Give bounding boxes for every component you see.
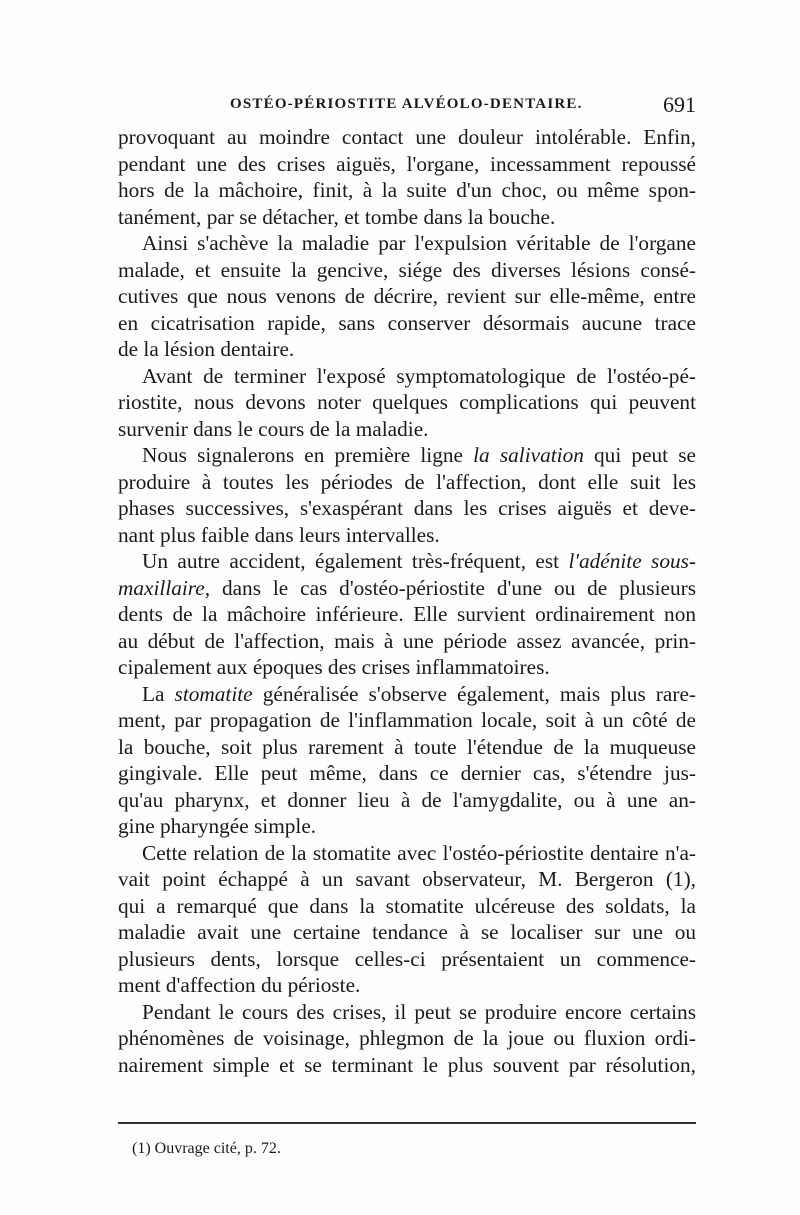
text-line: ment, par propagation de l'inflammation locale, soit à un côté de <box>118 708 696 732</box>
text-line: gine pharyngée simple. <box>118 814 317 838</box>
italic-term: maxillaire, <box>118 575 211 600</box>
text-line: produire à toutes les périodes de l'affection, dont elle suit les <box>118 469 696 494</box>
footnote-rule <box>118 1122 696 1124</box>
text-line: dents de la mâchoire inférieure. Elle survient ordinairement non <box>118 602 696 626</box>
text-line: nairement simple et se terminant le plus souvent par résolution, <box>118 1052 696 1077</box>
text-line <box>118 681 696 708</box>
text-line <box>118 548 696 575</box>
text-line: provoquant au moindre contact une douleur intolérable. Enfin, <box>118 125 696 149</box>
body-text <box>118 124 696 1078</box>
text-line: cutives que nous venons de décrire, revient sur elle-même, entre <box>118 284 696 308</box>
text-line: de la lésion dentaire. <box>118 337 295 361</box>
text-line: en cicatrisation rapide, sans conserver désormais aucune trace <box>118 310 696 335</box>
text-run: généralisée s'observe également, mais plus rare- <box>252 681 696 706</box>
text-line: plusieurs dents, lorsque celles-ci présentaient un commence- <box>118 946 696 971</box>
text-line: maladie avait une certaine tendance à se localiser sur une ou <box>118 920 696 944</box>
running-head <box>118 92 696 120</box>
page-number: 691 <box>663 92 696 117</box>
text-line: pendant une des crises aiguës, l'organe, incessamment repoussé <box>118 151 696 176</box>
text-line: hors de la mâchoire, finit, à la suite d'un choc, ou même spon- <box>118 178 696 202</box>
text-line: nant plus faible dans leurs intervalles. <box>118 522 440 547</box>
text-line: la bouche, soit plus rarement à toute l'étendue de la muqueuse <box>118 734 696 759</box>
text-run: La <box>142 681 175 706</box>
text-line: survenir dans le cours de la maladie. <box>118 416 429 441</box>
text-line: Avant de terminer l'exposé symptomatologique de l'ostéo-pé- <box>142 363 696 388</box>
text-line: phénomènes de voisinage, phlegmon de la joue ou fluxion ordi- <box>118 1026 696 1050</box>
text-line: malade, et ensuite la gencive, siége des diverses lésions consé- <box>118 257 696 282</box>
text-run: Un autre accident, également très-fréquent, est <box>142 549 569 573</box>
text-line: riostite, nous devons noter quelques complications qui peuvent <box>118 390 696 414</box>
text-line: vait point échappé à un savant observateur, M. Bergeron (1), <box>118 867 696 891</box>
text-line: cipalement aux époques des crises inflammatoires. <box>118 655 550 679</box>
text-line: tanément, par se détacher, et tombe dans la bouche. <box>118 204 556 229</box>
text-line: ment d'affection du périoste. <box>118 973 361 997</box>
text-line: Cette relation de la stomatite avec l'ostéo-périostite dentaire n'a- <box>142 840 696 865</box>
italic-term: la salivation <box>473 443 584 467</box>
text-line: Ainsi s'achève la maladie par l'expulsion véritable de l'organe <box>142 231 696 255</box>
text-run: dans le cas d'ostéo-périostite d'une ou de plusieurs <box>210 575 696 600</box>
text-line: au début de l'affection, mais à une période assez avancée, prin- <box>118 628 696 653</box>
text-line: qui a remarqué que dans la stomatite ulcéreuse des soldats, la <box>118 893 696 918</box>
text-run: qui peut se <box>583 443 696 467</box>
footnote: (1) Ouvrage cité, p. 72. <box>132 1140 281 1157</box>
text-line <box>118 575 696 602</box>
text-line: gingivale. Elle peut même, dans ce dernier cas, s'étendre jus- <box>118 761 696 785</box>
text-line <box>118 442 696 469</box>
text-run: Nous signalerons en première ligne <box>142 443 474 467</box>
italic-term: stomatite <box>174 681 253 706</box>
italic-term: l'adénite sous- <box>568 549 696 573</box>
text-line: phases successives, s'exaspérant dans les crises aiguës et deve- <box>118 496 696 520</box>
running-title: OSTÉO-PÉRIOSTITE ALVÉOLO-DENTAIRE. <box>230 96 583 112</box>
text-line: qu'au pharynx, et donner lieu à de l'amygdalite, ou à une an- <box>118 787 696 812</box>
text-line: Pendant le cours des crises, il peut se produire encore certains <box>142 999 696 1024</box>
